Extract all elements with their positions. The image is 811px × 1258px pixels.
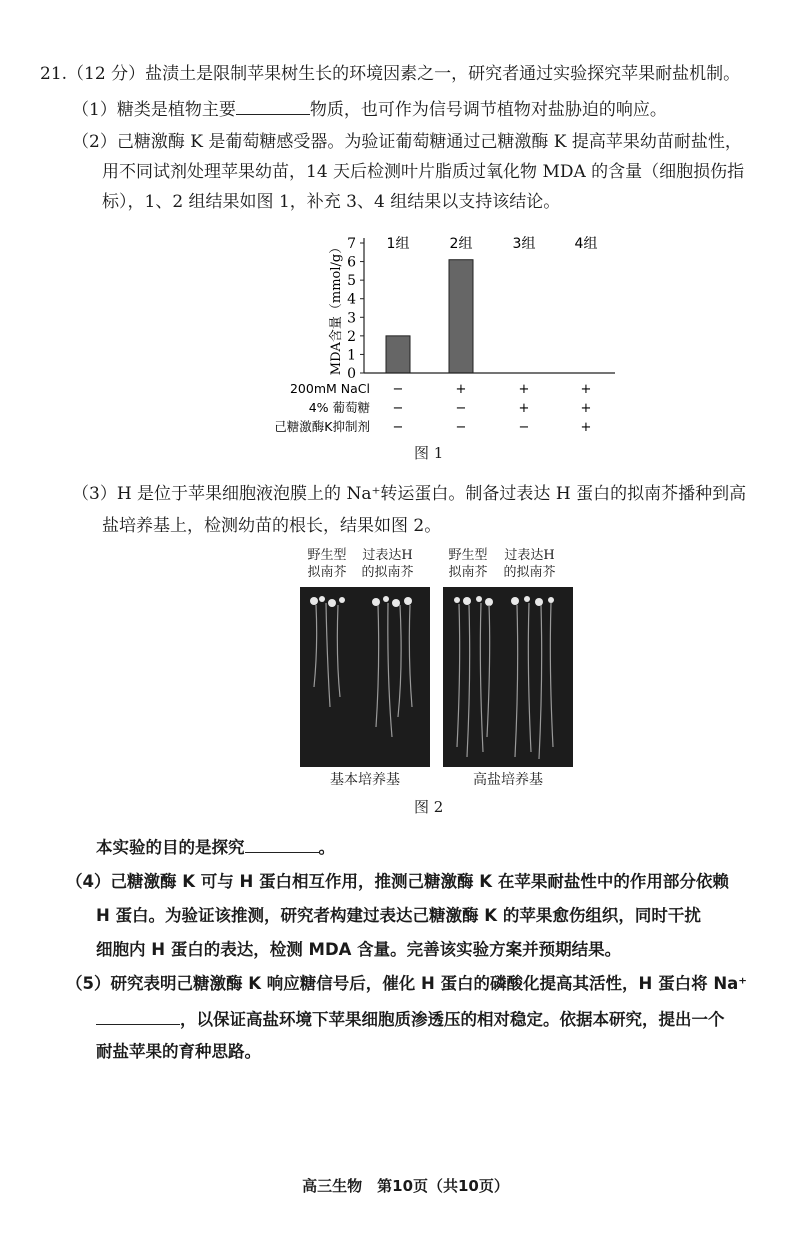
q21-part4-line3: 细胞内 H 蛋白的表达，检测 MDA 含量。完善该实验方案并预期结果。	[96, 940, 622, 959]
q21-part5-line2	[96, 1006, 725, 1032]
q21-part4-line2: H 蛋白。为验证该推测，研究者构建过表达己糖激酶 K 的苹果愈伤组织，同时干扰	[96, 906, 701, 925]
q21-part5-line3: 耐盐苹果的育种思路。	[96, 1042, 261, 1061]
panel2-medium-label: 高盐培养基	[473, 772, 543, 788]
bars	[386, 260, 473, 373]
panel1-medium-label: 基本培养基	[330, 772, 400, 788]
part5-line2-post: ，以保证高盐环境下苹果细胞质渗透压的相对稳定。依据本研究，提出一个	[180, 1010, 725, 1029]
part3-question-pre: 本实验的目的是探究	[96, 838, 245, 857]
category-label: 2组	[449, 236, 473, 252]
category-label: 3组	[512, 236, 536, 252]
page-footer: 高三生物 第10页（共10页）	[302, 1177, 509, 1195]
figure2-caption: 图 2	[414, 798, 444, 816]
answer-blank-1[interactable]	[236, 96, 310, 115]
y-tick-label: 5	[347, 273, 356, 290]
part1-pre: （1）糖类是植物主要	[72, 100, 236, 120]
category-labels	[387, 236, 598, 252]
y-axis-ticks	[347, 236, 364, 382]
panel2-overexpress-label: 过表达H 的拟南芥	[503, 548, 556, 580]
treatment-sign: +	[580, 420, 592, 435]
seedling-photo-high-salt-medium	[443, 587, 573, 767]
treatment-sign: +	[518, 382, 530, 397]
figure1-chart	[240, 228, 620, 443]
q21-part1	[72, 96, 667, 122]
treatment-sign: −	[455, 401, 467, 416]
y-tick-label: 0	[347, 366, 356, 382]
treatment-row-label: 4% 葡萄糖	[308, 400, 370, 415]
panel2-wildtype-label: 野生型 拟南芥	[448, 548, 488, 580]
part3-question-post: 。	[318, 838, 335, 857]
treatment-table	[274, 381, 591, 435]
treatment-sign: +	[455, 382, 467, 397]
q21-part3-line1: （3）H 是位于苹果细胞液泡膜上的 Na⁺转运蛋白。制备过表达 H 蛋白的拟南芥播种到高	[72, 484, 747, 504]
q21-part4-line1: （4）己糖激酶 K 可与 H 蛋白相互作用，推测己糖激酶 K 在苹果耐盐性中的作用部分依赖	[66, 872, 729, 891]
treatment-sign: +	[518, 401, 530, 416]
treatment-sign: +	[580, 382, 592, 397]
y-tick-label: 2	[347, 328, 356, 345]
y-tick-label: 4	[347, 291, 356, 308]
answer-blank-3[interactable]	[245, 834, 319, 853]
q21-part2-line3: 标），1、2 组结果如图 1，补充 3、4 组结果以支持该结论。	[102, 192, 561, 212]
treatment-sign: −	[518, 420, 530, 435]
seedling-photo-basic-medium	[300, 587, 430, 767]
treatment-sign: +	[580, 401, 592, 416]
category-label: 1组	[386, 236, 410, 252]
y-tick-label: 6	[347, 254, 356, 271]
y-tick-label: 7	[347, 236, 356, 252]
category-label: 4组	[574, 236, 598, 252]
answer-blank-5[interactable]	[96, 1006, 180, 1025]
treatment-row-label: 200mM NaCl	[289, 381, 370, 396]
bar-group-1	[386, 336, 410, 373]
q21-intro: 21.（12 分）盐渍土是限制苹果树生长的环境因素之一，研究者通过实验探究苹果耐盐机制。	[40, 64, 741, 84]
part1-post: 物质，也可作为信号调节植物对盐胁迫的响应。	[309, 100, 667, 120]
q21-part3-question	[96, 834, 335, 860]
panel1-wildtype-label: 野生型 拟南芥	[307, 548, 347, 580]
panel1-overexpress-label: 过表达H 的拟南芥	[361, 548, 414, 580]
q21-part5-line1: （5）研究表明己糖激酶 K 响应糖信号后，催化 H 蛋白的磷酸化提高其活性，H 蛋白将 Na⁺	[66, 974, 748, 993]
y-tick-label: 3	[347, 310, 356, 327]
treatment-sign: −	[392, 382, 404, 397]
treatment-sign: −	[392, 420, 404, 435]
q21-part2-line1: （2）己糖激酶 K 是葡萄糖感受器。为验证葡萄糖通过己糖激酶 K 提高苹果幼苗耐盐性，	[72, 132, 742, 152]
q21-part3-line2: 盐培养基上，检测幼苗的根长，结果如图 2。	[102, 516, 442, 536]
treatment-sign: −	[455, 420, 467, 435]
q21-part2-line2: 用不同试剂处理苹果幼苗，14 天后检测叶片脂质过氧化物 MDA 的含量（细胞损伤指	[102, 162, 745, 182]
treatment-sign: −	[392, 401, 404, 416]
y-axis-label: MDA含量（mmol/g）	[329, 240, 344, 376]
bar-group-2	[449, 260, 473, 373]
figure1-caption: 图 1	[414, 444, 444, 462]
treatment-row-label: 己糖激酶K抑制剂	[274, 419, 370, 434]
y-tick-label: 1	[347, 347, 356, 364]
